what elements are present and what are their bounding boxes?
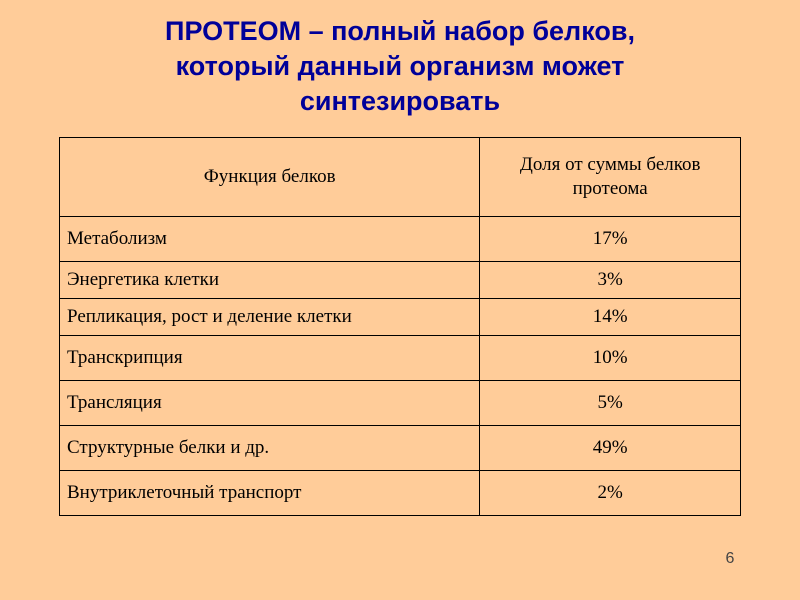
table-row [60,262,741,299]
row-share-cell: 10% [480,336,741,381]
row-share-cell: 14% [480,299,741,336]
row-function-cell: Внутриклеточный транспорт [60,471,480,516]
slide-title-line-1: ПРОТЕОМ – полный набор белков, [165,16,635,46]
row-share-cell: 5% [480,381,741,426]
table-row [60,217,741,262]
row-function-cell: Структурные белки и др. [60,426,480,471]
slide-title-line-3: синтезировать [299,86,501,116]
row-function-cell: Трансляция [60,381,480,426]
row-share-cell: 49% [480,426,741,471]
table-row [60,381,741,426]
row-function-cell: Репликация, рост и деление клетки [60,299,480,336]
table-row [60,299,741,336]
row-function-cell: Транскрипция [60,336,480,381]
slide-title-line-2: который данный организм может [175,51,625,81]
row-share-cell: 2% [480,471,741,516]
protein-function-table [59,137,741,516]
table-row [60,336,741,381]
row-share-cell: 3% [480,262,741,299]
page-number: 6 [725,550,735,567]
row-share-cell: 17% [480,217,741,262]
table-row [60,471,741,516]
table-row [60,426,741,471]
header-function: Функция белков [60,138,480,217]
table-header-row [60,138,741,217]
row-function-cell: Энергетика клетки [60,262,480,299]
header-share: Доля от суммы белков протеома [480,138,741,217]
slide-title [0,14,800,119]
row-function-cell: Метаболизм [60,217,480,262]
